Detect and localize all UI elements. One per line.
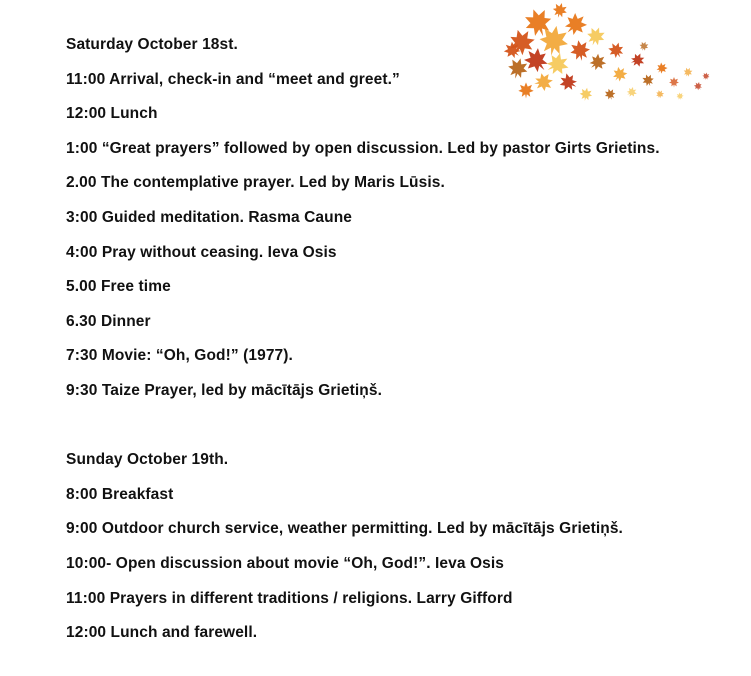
sunday-heading: Sunday October 19th.	[66, 451, 229, 469]
saturday-item: 9:30 Taize Prayer, led by mācītājs Grietiņš.	[66, 381, 382, 399]
sunday-item: 11:00 Prayers in different traditions / religions. Larry Gifford	[66, 589, 513, 607]
saturday-item: 12:00 Lunch	[66, 105, 158, 123]
saturday-heading: Saturday October 18st.	[66, 36, 238, 53]
saturday-item: 1:00 “Great prayers” followed by open discussion. Led by pastor Girts Grietins.	[66, 139, 660, 157]
sunday-item: 10:00- Open discussion about movie “Oh, God!”. Ieva Osis	[66, 554, 504, 572]
saturday-item: 5.00 Free time	[66, 278, 171, 296]
saturday-item: 2.00 The contemplative prayer. Led by Maris Lūsis.	[66, 174, 445, 192]
saturday-item: 6.30 Dinner	[66, 312, 151, 330]
saturday-item: 3:00 Guided meditation. Rasma Caune	[66, 208, 353, 226]
section-spacer	[66, 415, 706, 450]
sunday-item: 12:00 Lunch and farewell.	[66, 624, 258, 642]
saturday-item: 7:30 Movie: “Oh, God!” (1977).	[66, 347, 293, 365]
sunday-item: 8:00 Breakfast	[66, 485, 174, 503]
saturday-item: 11:00 Arrival, check-in and “meet and greet.”	[66, 70, 400, 88]
saturday-item: 4:00 Pray without ceasing. Ieva Osis	[66, 243, 337, 261]
sunday-item: 9:00 Outdoor church service, weather permitting. Led by mācītājs Grietiņš.	[66, 520, 623, 538]
leaf-icon	[551, 2, 569, 20]
schedule	[66, 34, 706, 657]
